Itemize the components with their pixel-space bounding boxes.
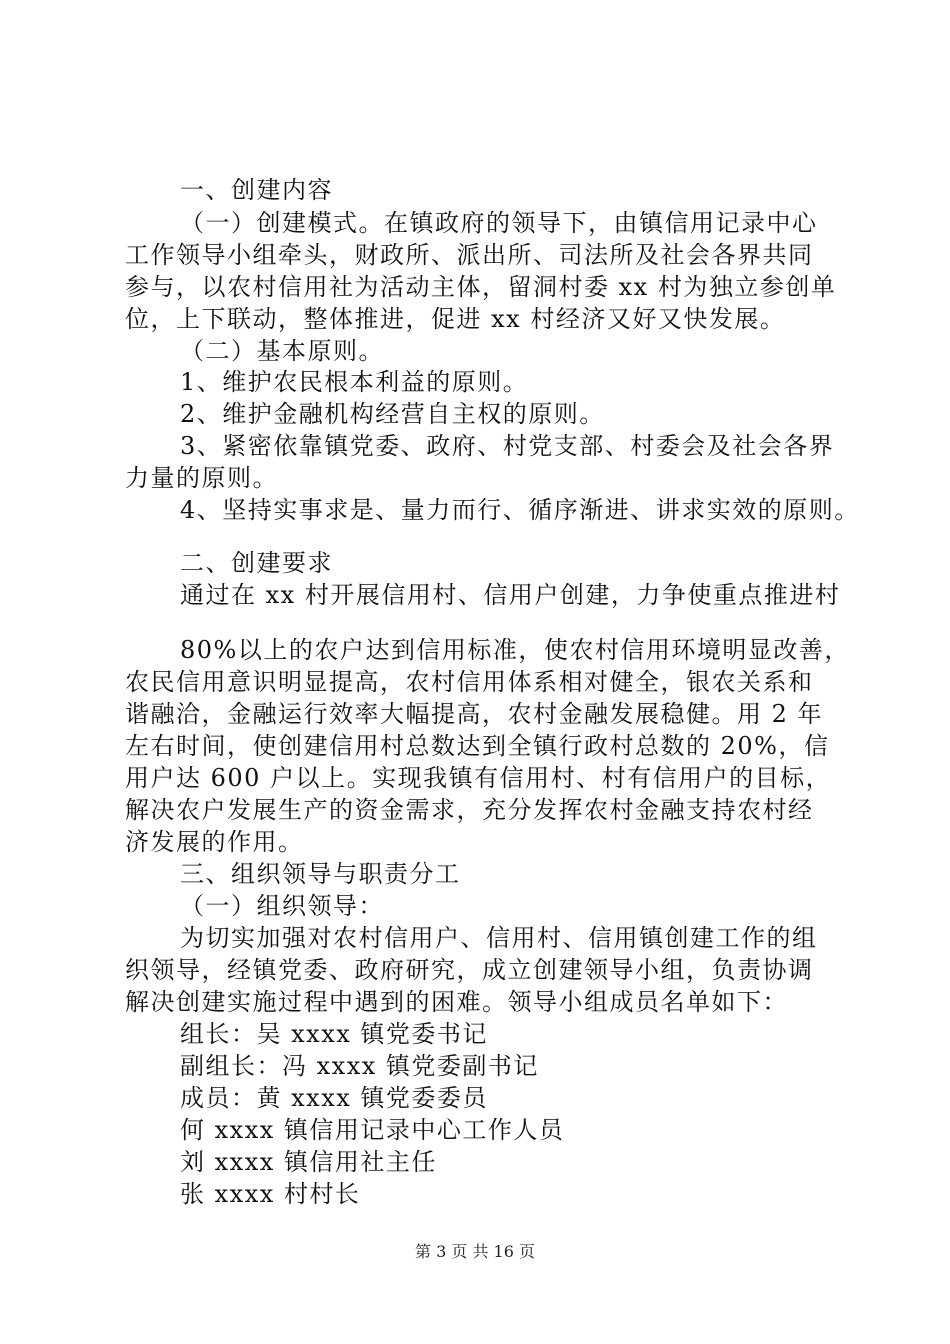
list-item: 2、维护金融机构经营自主权的原则。 [180,400,605,428]
member-line: 张 xxxx 村村长 [180,1180,361,1208]
member-line: 组长：吴 xxxx 镇党委书记 [180,1020,488,1048]
page-number-footer: 第 3 页 共 16 页 [415,1242,535,1261]
list-item: 4、坚持实事求是、量力而行、循序渐进、讲求实效的原则。 [180,496,860,524]
paragraph-line: 谐融洽，金融运行效率大幅提高，农村金融发展稳健。用 2 年 [125,700,824,728]
member-line: 成员：黄 xxxx 镇党委委员 [180,1084,488,1112]
section-heading-1: 一、创建内容 [180,176,333,204]
list-item: 3、紧密依靠镇党委、政府、村党支部、村委会及社会各界 [180,432,835,460]
paragraph-line: 用户达 600 户以上。实现我镇有信用村、村有信用户的目标， [125,764,832,792]
subsection-heading: （一）组织领导： [180,892,384,920]
member-line: 刘 xxxx 镇信用社主任 [180,1148,437,1176]
paragraph-line: 农民信用意识明显提高，农村信用体系相对健全，银农关系和 [125,668,814,696]
paragraph-line: 80%以上的农户达到信用标准，使农村信用环境明显改善， [180,636,850,664]
paragraph-line: 工作领导小组牵头，财政所、派出所、司法所及社会各界共同 [125,241,814,269]
paragraph-line: 位，上下联动，整体推进，促进 xx 村经济又好又快发展。 [125,305,786,333]
paragraph-line: 解决创建实施过程中遇到的困难。领导小组成员名单如下： [125,988,788,1016]
member-line: 副组长：冯 xxxx 镇党委副书记 [180,1052,539,1080]
paragraph-line: 织领导，经镇党委、政府研究，成立创建领导小组，负责协调 [125,956,814,984]
paragraph-line: 通过在 xx 村开展信用村、信用户创建，力争使重点推进村 [180,581,841,609]
section-heading-3: 三、组织领导与职责分工 [180,860,461,888]
paragraph-line: 济发展的作用。 [125,828,304,856]
paragraph-line: 为切实加强对农村信用户、信用村、信用镇创建工作的组 [180,924,818,952]
paragraph-line: （一）创建模式。在镇政府的领导下，由镇信用记录中心 [180,209,818,237]
member-line: 何 xxxx 镇信用记录中心工作人员 [180,1116,565,1144]
subsection-heading: （二）基本原则。 [180,337,384,365]
list-item-continuation: 力量的原则。 [125,464,278,492]
paragraph-line: 参与，以农村信用社为活动主体，留洞村委 xx 村为独立参创单 [125,273,837,301]
paragraph-line: 解决农户发展生产的资金需求，充分发挥农村金融支持农村经 [125,796,814,824]
paragraph-line: 左右时间，使创建信用村总数达到全镇行政村总数的 20%，信 [125,732,830,760]
list-item: 1、维护农民根本利益的原则。 [180,368,529,396]
section-heading-2: 二、创建要求 [180,549,333,577]
